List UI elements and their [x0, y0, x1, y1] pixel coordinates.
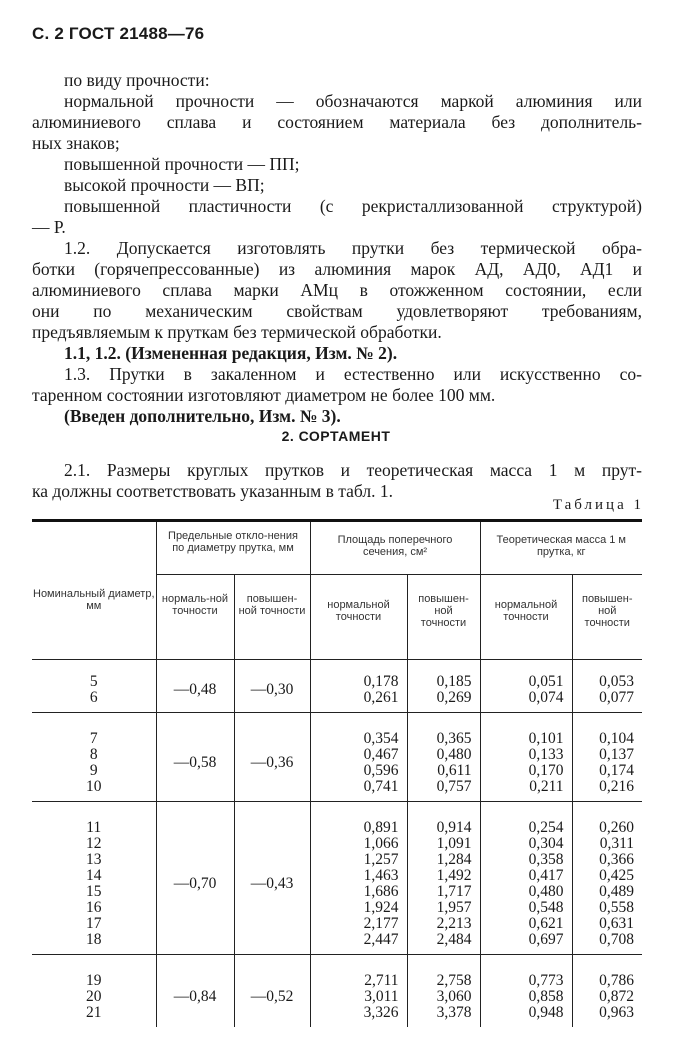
numeric-value: 0,631: [599, 915, 634, 932]
numeric-value: 2,711: [364, 972, 399, 989]
value-cell: [480, 660, 572, 713]
header-mass: Теоретическая масса 1 м прутка, кг: [480, 521, 642, 575]
numeric-value: 0,133: [528, 746, 564, 763]
numeric-value: 0,858: [528, 988, 564, 1005]
table-row-group: [32, 802, 642, 955]
numeric-value: 0,621: [528, 915, 564, 932]
text-line: ботки (горячепрессованные) из алюминия марок АД, АД0, АД1 и: [32, 259, 642, 279]
deviation-cell: —0,43: [234, 802, 310, 955]
numeric-value: 0,101: [528, 730, 564, 747]
table-row-group: [32, 955, 642, 1028]
numeric-value: 0,786: [599, 972, 634, 989]
numeric-value: 3,060: [436, 988, 472, 1005]
numeric-value: 0,558: [599, 899, 634, 916]
value-cell: [572, 955, 642, 1028]
diameter-value: 12: [86, 835, 102, 852]
text-line: алюминиевого сплава и состоянием материала без дополнитель-: [32, 112, 642, 132]
numeric-value: 0,914: [436, 819, 472, 836]
value-cell: [407, 955, 480, 1028]
numeric-value: 0,077: [599, 689, 634, 706]
section-title: 2. СОРТАМЕНТ: [281, 428, 391, 444]
intro-text: [32, 70, 642, 427]
diameter-value: 15: [86, 883, 102, 900]
diameter-value: 14: [86, 867, 102, 884]
deviation-cell: —0,36: [234, 713, 310, 802]
text-line: высокой прочности — ВП;: [64, 175, 265, 195]
numeric-value: 0,261: [363, 689, 399, 706]
text-line: повышенной прочности — ПП;: [64, 154, 300, 174]
header-area: Площадь поперечного сечения, см²: [310, 521, 480, 575]
table-row-group: [32, 660, 642, 713]
numeric-value: 2,177: [363, 915, 399, 932]
text-line: повышенной пластичности (с рекристаллизованной структурой): [64, 196, 642, 216]
numeric-value: 3,326: [363, 1004, 399, 1021]
diameter-value: 10: [86, 778, 102, 795]
header-area-increased: повышен-ной точности: [407, 575, 480, 660]
value-cell: [572, 660, 642, 713]
diameter-cell: [32, 713, 156, 802]
numeric-value: 0,489: [599, 883, 634, 900]
numeric-value: 0,891: [363, 819, 399, 836]
numeric-value: 0,480: [436, 746, 472, 763]
assortment-table: [32, 519, 642, 1027]
diameter-value: 18: [86, 931, 102, 948]
numeric-value: 1,924: [363, 899, 399, 916]
numeric-value: 0,480: [528, 883, 564, 900]
numeric-value: 0,178: [363, 673, 399, 690]
diameter-value: 17: [86, 915, 102, 932]
deviation-cell: —0,48: [156, 660, 234, 713]
numeric-value: 0,548: [528, 899, 564, 916]
text-line: таренном состоянии изготовляют диаметром не более 100 мм.: [32, 385, 496, 405]
numeric-value: 0,104: [599, 730, 634, 747]
numeric-value: 0,757: [436, 778, 472, 795]
deviation-cell: —0,52: [234, 955, 310, 1028]
text-line: — Р.: [32, 217, 66, 237]
numeric-value: 0,467: [363, 746, 399, 763]
numeric-value: 0,211: [529, 778, 564, 795]
diameter-value: 6: [89, 689, 98, 706]
numeric-value: 1,066: [363, 835, 399, 852]
numeric-value: 0,074: [528, 689, 564, 706]
table-body: [32, 660, 642, 1028]
value-cell: [310, 802, 407, 955]
numeric-value: 0,185: [436, 673, 472, 690]
value-cell: [407, 713, 480, 802]
numeric-value: 0,174: [599, 762, 634, 779]
value-cell: [480, 955, 572, 1028]
numeric-value: 0,254: [528, 819, 564, 836]
numeric-value: 1,091: [436, 835, 472, 852]
header-area-normal: нормальной точности: [310, 575, 407, 660]
header-mass-normal: нормальной точности: [480, 575, 572, 660]
diameter-value: 19: [86, 972, 102, 989]
page-header: С. 2 ГОСТ 21488—76: [32, 24, 205, 43]
text-line: по виду прочности:: [64, 70, 210, 90]
numeric-value: 0,358: [528, 851, 564, 868]
numeric-value: 0,311: [599, 835, 634, 852]
value-cell: [480, 802, 572, 955]
diameter-value: 5: [89, 673, 98, 690]
numeric-value: 1,686: [363, 883, 399, 900]
text-line: (Введен дополнительно, Изм. № 3).: [64, 406, 341, 426]
table-header: [32, 521, 642, 660]
numeric-value: 0,354: [363, 730, 399, 747]
numeric-value: 0,596: [363, 762, 399, 779]
numeric-value: 0,741: [363, 778, 399, 795]
value-cell: [572, 713, 642, 802]
numeric-value: 0,053: [599, 673, 634, 690]
numeric-value: 3,378: [436, 1004, 472, 1021]
text-line: алюминиевого сплава марки АМц в отожженном состоянии, если: [32, 280, 642, 300]
value-cell: [480, 713, 572, 802]
diameter-cell: [32, 802, 156, 955]
diameter-value: 21: [86, 1004, 102, 1021]
numeric-value: 0,304: [528, 835, 564, 852]
diameter-value: 11: [86, 819, 102, 836]
numeric-value: 1,463: [363, 867, 399, 884]
numeric-value: 1,717: [436, 883, 472, 900]
diameter-value: 8: [89, 746, 98, 763]
deviation-cell: —0,70: [156, 802, 234, 955]
numeric-value: 0,366: [599, 851, 634, 868]
table-caption: Таблица 1: [552, 497, 644, 513]
numeric-value: 0,260: [599, 819, 634, 836]
text-line: 1.2. Допускается изготовлять прутки без термической обра-: [64, 238, 642, 258]
deviation-cell: —0,58: [156, 713, 234, 802]
numeric-value: 2,213: [436, 915, 472, 932]
text-line: 1.1, 1.2. (Измененная редакция, Изм. № 2).: [64, 343, 398, 363]
numeric-value: 0,417: [528, 867, 564, 884]
diameter-value: 7: [89, 730, 98, 747]
value-cell: [310, 660, 407, 713]
diameter-value: 13: [86, 851, 102, 868]
numeric-value: 0,425: [599, 867, 634, 884]
numeric-value: 2,447: [363, 931, 399, 948]
numeric-value: 0,365: [436, 730, 472, 747]
diameter-value: 9: [89, 762, 98, 779]
numeric-value: 0,963: [599, 1004, 634, 1021]
value-cell: [407, 802, 480, 955]
numeric-value: 1,957: [436, 899, 472, 916]
diameter-cell: [32, 955, 156, 1028]
numeric-value: 0,051: [528, 673, 564, 690]
numeric-value: 0,137: [599, 746, 634, 763]
header-deviation: Предельные откло-нения по диаметру прутка, мм: [156, 521, 310, 575]
header-diameter: Номинальный диаметр, мм: [32, 521, 156, 660]
text-line: 1.3. Прутки в закаленном и естественно или искусственно со-: [64, 364, 642, 384]
header-dev-normal: нормаль-ной точности: [156, 575, 234, 660]
value-cell: [310, 955, 407, 1028]
numeric-value: 2,484: [436, 931, 472, 948]
numeric-value: 3,011: [364, 988, 399, 1005]
numeric-value: 0,872: [599, 988, 634, 1005]
numeric-value: 0,216: [599, 778, 634, 795]
numeric-value: 0,697: [528, 931, 564, 948]
header-mass-increased: повышен-ной точности: [572, 575, 642, 660]
numeric-value: 2,758: [436, 972, 472, 989]
diameter-value: 16: [86, 899, 102, 916]
numeric-value: 1,492: [436, 867, 472, 884]
numeric-value: 0,170: [528, 762, 564, 779]
numeric-value: 0,773: [528, 972, 564, 989]
numeric-value: 1,257: [363, 851, 399, 868]
numeric-value: 0,269: [436, 689, 472, 706]
value-cell: [407, 660, 480, 713]
text-line: 2.1. Размеры круглых прутков и теоретическая масса 1 м прут-: [64, 460, 642, 480]
text-line: ных знаков;: [32, 133, 120, 153]
value-cell: [572, 802, 642, 955]
deviation-cell: —0,30: [234, 660, 310, 713]
numeric-value: 0,708: [599, 931, 634, 948]
numeric-value: 0,611: [437, 762, 472, 779]
text-line: нормальной прочности — обозначаются маркой алюминия или: [64, 91, 642, 111]
numeric-value: 0,948: [528, 1004, 564, 1021]
header-dev-increased: повышен-ной точности: [234, 575, 310, 660]
table-row-group: [32, 713, 642, 802]
text-line: предъявляемым к пруткам без термической обработки.: [32, 322, 442, 342]
value-cell: [310, 713, 407, 802]
diameter-value: 20: [86, 988, 102, 1005]
deviation-cell: —0,84: [156, 955, 234, 1028]
text-line: они по механическим свойствам удовлетворяют требованиям,: [32, 301, 642, 321]
diameter-cell: [32, 660, 156, 713]
section-text: [32, 460, 642, 502]
numeric-value: 1,284: [436, 851, 472, 868]
text-line: ка должны соответствовать указанным в табл. 1.: [32, 481, 393, 501]
